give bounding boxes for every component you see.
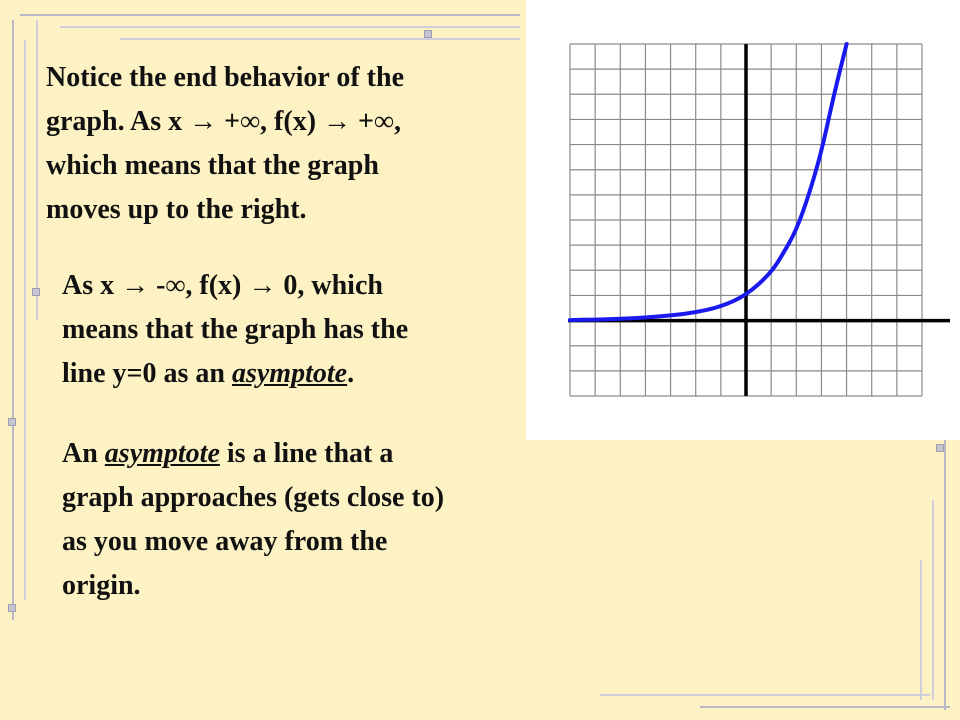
series-line (570, 44, 847, 320)
text-line (62, 352, 532, 396)
decorative-marker (8, 418, 16, 426)
decorative-line (24, 40, 26, 600)
text-line (62, 432, 602, 476)
graph-panel (526, 0, 960, 440)
text-line: As x → -∞, f(x) → 0, which (62, 270, 383, 301)
exponential-graph (526, 0, 960, 440)
decorative-line (600, 694, 930, 696)
decorative-line (60, 26, 520, 28)
decorative-line (20, 14, 520, 16)
text-line: graph approaches (gets close to) (62, 482, 445, 513)
decorative-line (944, 440, 946, 710)
text-line: means that the graph has the (62, 314, 409, 345)
text-line: Notice the end behavior of the (46, 62, 404, 93)
asymptote-definition-paragraph (62, 432, 602, 608)
text-segment: line y=0 as an (62, 358, 232, 389)
text-line: as you move away from the (62, 526, 388, 557)
decorative-marker (32, 288, 40, 296)
text-line: graph. As x → +∞, f(x) → +∞, (46, 106, 401, 137)
decorative-line (12, 20, 14, 620)
text-segment: An (62, 438, 105, 469)
decorative-marker (936, 444, 944, 452)
decorative-marker (424, 30, 432, 38)
text-line: which means that the graph (46, 150, 379, 181)
decorative-line (920, 560, 922, 700)
decorative-line (700, 706, 950, 708)
text-segment: is a line that a (219, 438, 394, 469)
decorative-line (120, 38, 520, 40)
curve (570, 44, 847, 320)
decorative-line (36, 20, 38, 320)
text-segment: . (347, 358, 355, 389)
decorative-marker (8, 604, 16, 612)
text-line: moves up to the right. (46, 194, 307, 225)
asymptote-term: asymptote (231, 358, 348, 389)
text-line: origin. (62, 570, 141, 601)
end-behavior-paragraph (46, 56, 536, 232)
decorative-line (932, 500, 934, 700)
asymptote-term: asymptote (104, 438, 220, 469)
asymptote-behavior-paragraph (62, 264, 532, 396)
